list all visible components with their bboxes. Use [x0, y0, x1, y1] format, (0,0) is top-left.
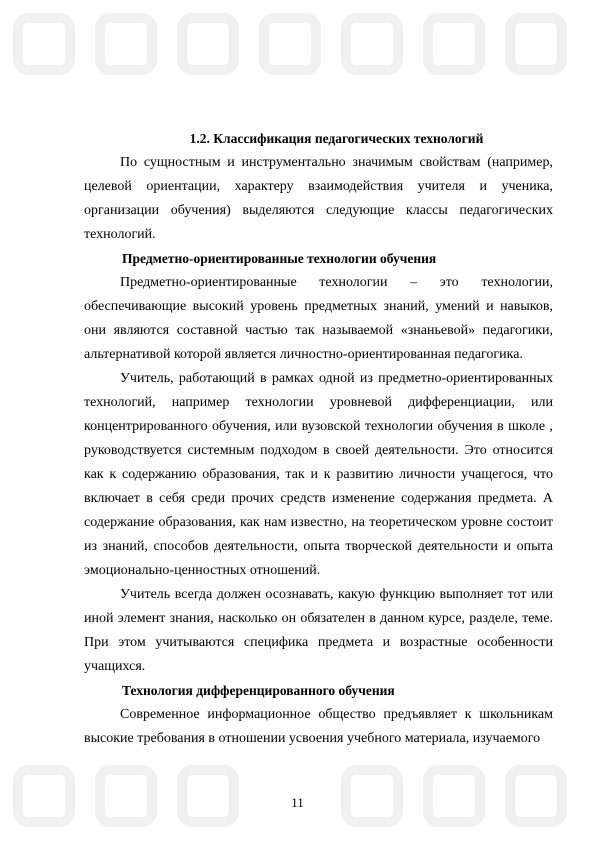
paragraph: Учитель, работающий в рамках одной из предметно-ориентированных технологий, например технологии уровневой дифференциации, или концентрированного обучения, или вузовской технологии обучения в школе , руководствуется системным подходом в своей деятельности. Это относится как к содержанию образования, так и к развитию личности учащегося, что включает в себя среди прочих средств изменение содержания предмета. А содержание образования, как нам известно, на теоретическом уровне состоит из знаний, способов деятельности, опыта творческой деятельности и опыта эмоционально-ценностных отношений.: [84, 371, 553, 578]
document-body: [84, 127, 553, 751]
subsection-title-differentiated: Технология дифференцированного обучения: [122, 683, 395, 698]
page-number: 11: [291, 795, 304, 810]
intro-paragraph: По сущностным и инструментально значимым свойствам (например, целевой ориентации, характеру взаимодействия учителя и ученика, организации обучения) выделяются следующие классы педагогических технологий.: [84, 155, 553, 242]
paragraph: Современное информационное общество предъявляет к школьникам высокие требования в отношении усвоения учебного материала, изучаемого: [84, 707, 553, 746]
subsection-title-subject-oriented: Предметно-ориентированные технологии обучения: [122, 251, 437, 266]
paragraph: Предметно-ориентированные технологии – это технологии, обеспечивающие высокий уровень предметных знаний, умений и навыков, они являются составной частью так называемой «знаньевой» педагогики, альтернативой которой является личностно-ориентированная педагогика.: [84, 275, 553, 362]
section-heading: 1.2. Классификация педагогических технологий: [189, 131, 484, 146]
paragraph: Учитель всегда должен осознавать, какую функцию выполняет тот или иной элемент знания, насколько он обязателен в данном курсе, разделе, теме. При этом учитываются специфика предмета и возрастные особенности учащихся.: [84, 587, 553, 674]
